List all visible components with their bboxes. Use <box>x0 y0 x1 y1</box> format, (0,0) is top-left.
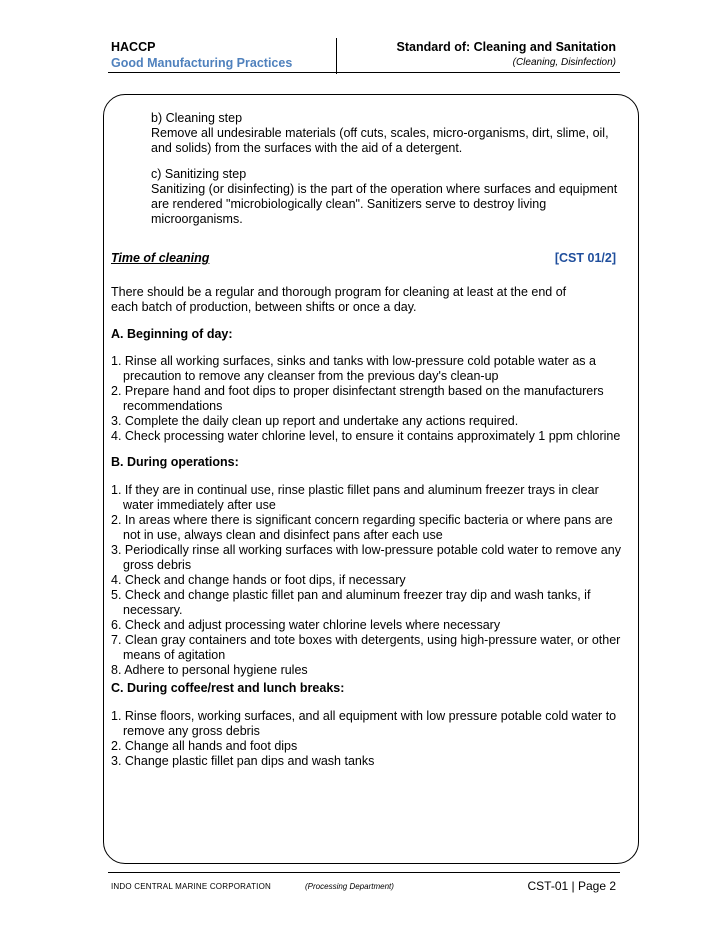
cleaning-step-text: Remove all undesirable materials (off cuts, scales, micro-organisms, dirt, slime, oil, <box>151 126 609 140</box>
header-title: HACCP <box>111 40 156 54</box>
list-item: 3. Change plastic fillet pan dips and wash tanks <box>111 754 375 768</box>
beginning-list <box>111 354 621 444</box>
intro-line: each batch of production, between shifts or once a day. <box>111 300 417 314</box>
sanitizing-step-text: Sanitizing (or disinfecting) is the part of the operation where surfaces and equipment <box>151 182 618 196</box>
list-item: 6. Check and adjust processing water chlorine levels where necessary <box>111 618 501 632</box>
breaks-heading: C. During coffee/rest and lunch breaks: <box>111 681 345 695</box>
footer-company: INDO CENTRAL MARINE CORPORATION <box>111 882 271 891</box>
sanitizing-step <box>151 167 621 227</box>
intro-line: There should be a regular and thorough program for cleaning at least at the end of <box>111 285 567 299</box>
section-title: Time of cleaning <box>111 251 210 265</box>
header-rule <box>108 72 620 73</box>
cleaning-step <box>151 111 621 156</box>
list-item: 7. Clean gray containers and tote boxes with detergents, using high-pressure water, or other means of agitation <box>111 633 621 662</box>
sanitizing-step-text: are rendered "microbiologically clean". Sanitizers serve to destroy living <box>151 197 547 211</box>
list-item: 8. Adhere to personal hygiene rules <box>111 663 308 677</box>
footer-department: (Processing Department) <box>305 882 394 891</box>
sanitizing-step-title: c) Sanitizing step <box>151 167 247 181</box>
sanitizing-step-text: microorganisms. <box>151 212 243 226</box>
section-intro <box>111 285 621 315</box>
operations-heading: B. During operations: <box>111 455 239 469</box>
header-divider <box>336 38 337 74</box>
section-reference: [CST 01/2] <box>554 251 616 265</box>
footer-rule <box>108 872 620 873</box>
beginning-heading: A. Beginning of day: <box>111 327 233 341</box>
header-subtitle: Good Manufacturing Practices <box>111 56 293 70</box>
cleaning-step-text: and solids) from the surfaces with the aid of a detergent. <box>151 141 463 155</box>
list-item: 1. If they are in continual use, rinse plastic fillet pans and aluminum freezer trays in clear water immediately after use <box>111 483 599 512</box>
list-item: 1. Rinse all working surfaces, sinks and tanks with low-pressure cold potable water as a precaution to remove any cleanser from the previous day's clean-up <box>111 354 596 383</box>
header-standard-title: Standard of: Cleaning and Sanitation <box>396 40 616 54</box>
breaks-list <box>111 709 621 769</box>
footer-page-number: CST-01 | Page 2 <box>527 879 616 893</box>
list-item: 2. In areas where there is significant concern regarding specific bacteria or where pans are not in use, always clean and disinfect pans after each use <box>111 513 613 542</box>
header-standard-subtitle: (Cleaning, Disinfection) <box>512 57 616 68</box>
list-item: 2. Prepare hand and foot dips to proper disinfectant strength based on the manufacturers recommendations <box>111 384 604 413</box>
operations-list <box>111 483 621 678</box>
cleaning-step-title: b) Cleaning step <box>151 111 243 125</box>
list-item: 4. Check and change hands or foot dips, if necessary <box>111 573 406 587</box>
list-item: 3. Complete the daily clean up report and undertake any actions required. <box>111 414 519 428</box>
list-item: 1. Rinse floors, working surfaces, and all equipment with low pressure potable cold water to remove any gross debris <box>111 709 617 738</box>
list-item: 5. Check and change plastic fillet pan and aluminum freezer tray dip and wash tanks, if necessary. <box>111 588 591 617</box>
list-item: 3. Periodically rinse all working surfaces with low-pressure potable cold water to remove any gross debris <box>111 543 621 572</box>
list-item: 2. Change all hands and foot dips <box>111 739 298 753</box>
list-item: 4. Check processing water chlorine level, to ensure it contains approximately 1 ppm chlorine <box>111 429 621 443</box>
